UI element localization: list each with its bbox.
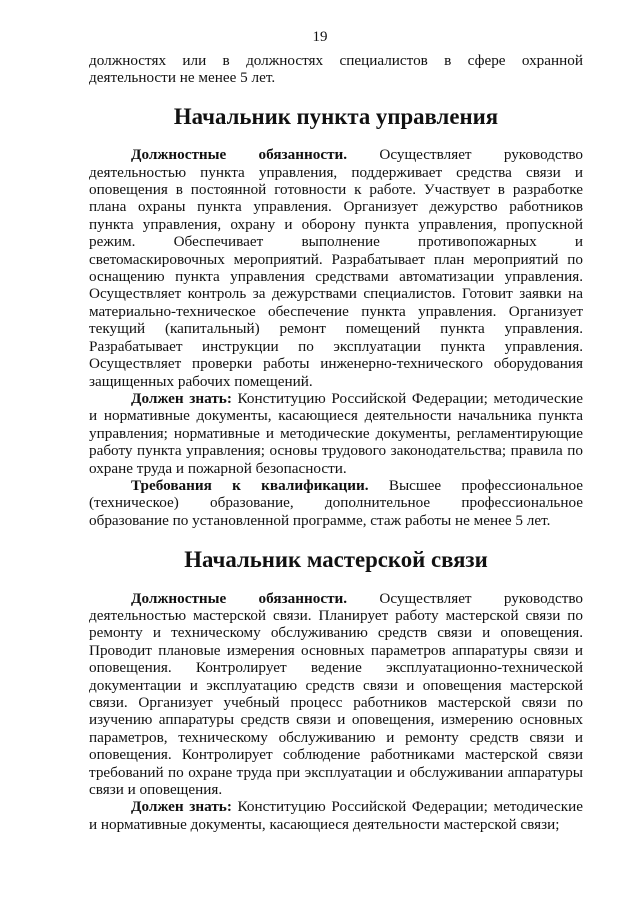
- knowledge-label: Должен знать:: [131, 389, 232, 407]
- page-number: 19: [312, 29, 328, 45]
- duties-label: Должностные обязанности.: [131, 589, 348, 607]
- duties-text: Осуществляет руководство деятельностью мастерской связи. Планирует работу мастерской связи по ремонту и техническому обслуживанию средств связи и оповещения. Проводит плановые измерения основных параметров аппаратуры связи и оповещения. Контролирует ведение эксплуатационно-технической документации и эксплуатацию средств связи и оповещения мастерской связи. Организует учебный процесс работников мастерской связи по изучению аппаратуры средств связи и оповещения, измерению основных параметров, техническому обслуживанию и ремонту средств связи и оповещения. Контролирует соблюдение работниками мастерской связи требований по охране труда при эксплуатации и обслуживании аппаратуры связи и оповещения.: [89, 589, 583, 799]
- knowledge-text: Конституцию Российской Федерации; методические и нормативные документы, касающиеся деятельности начальника пункта управления; нормативные и методические документы, регламентирующие работу пункта управления; основы трудового законодательства; правила по охране труда и пожарной безопасности.: [89, 389, 584, 477]
- duties-label: Должностные обязанности.: [131, 146, 348, 164]
- section-title-control-point: Начальник пункта управления: [173, 103, 499, 129]
- knowledge-label: Должен знать:: [131, 798, 232, 816]
- knowledge-paragraph-comm-workshop: [89, 798, 583, 833]
- duties-paragraph-control-point: [89, 146, 583, 390]
- requirements-text: Высшее профессиональное (техническое) образование, дополнительное профессиональное образование по установленной программе, стаж работы не менее 5 лет.: [89, 476, 583, 529]
- knowledge-text: Конституцию Российской Федерации; методические и нормативные документы, касающиеся деятельности мастерской связи;: [89, 798, 584, 833]
- requirements-label: Требования к квалификации.: [131, 476, 369, 494]
- requirements-paragraph-control-point: [89, 477, 583, 529]
- section-title-comm-workshop: Начальник мастерской связи: [184, 547, 488, 573]
- knowledge-paragraph-control-point: [89, 390, 583, 477]
- duties-text: Осуществляет руководство деятельностью пункта управления, поддерживает средства связи и оповещения в постоянной готовности к работе. Участвует в разработке плана охраны пункта управления. Организует дежурство работников пункта управления, охрану и оборону пункта управления, пропускной режим. Обеспечивает выполнение противопожарных и светомаскировочных мероприятий. Разрабатывает план мероприятий по оснащению пункта управления средствами автоматизации управления. Осуществляет контроль за дежурствами специалистов. Готовит заявки на материально-техническое обеспечение пункта управления. Организует текущий (капитальный) ремонт помещений пункта управления. Разрабатывает инструкции по эксплуатации пункта управления. Осуществляет проверки работы инженерно-технического оборудования защищенных рабочих помещений.: [89, 146, 583, 390]
- document-body: [89, 52, 583, 833]
- intro-paragraph: должностях или в должностях специалистов в сфере охранной деятельности не менее 5 лет.: [89, 52, 583, 87]
- duties-paragraph-comm-workshop: [89, 590, 583, 799]
